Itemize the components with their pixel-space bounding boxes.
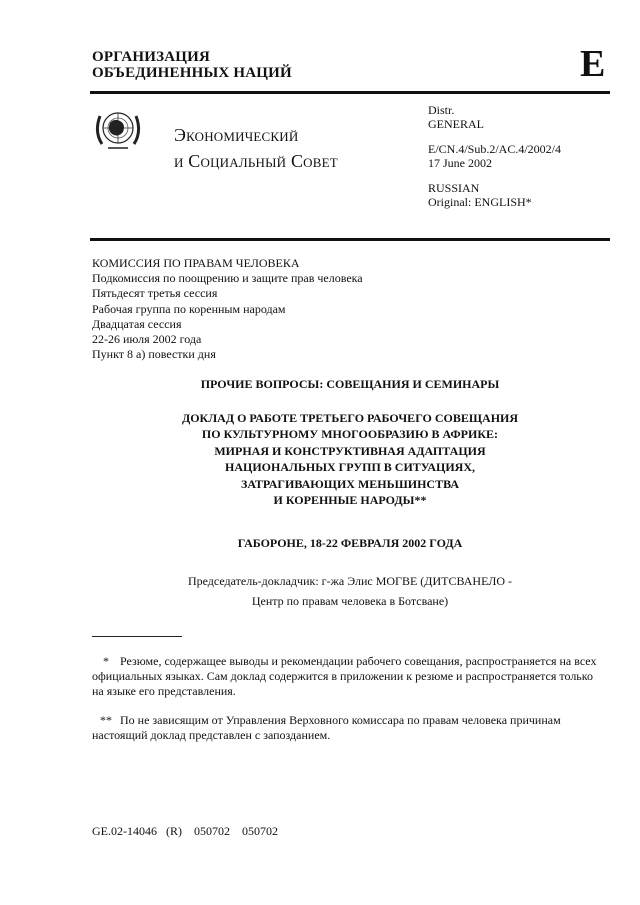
organization-name (92, 49, 292, 81)
chair-line: Центр по правам человека в Ботсване) (251, 594, 449, 608)
chair-line: Председатель-докладчик: г-жа Элис МОГВЕ (ДИТСВАНЕЛО - (187, 574, 513, 588)
footnote-separator (92, 636, 182, 637)
commission-line: Пункт 8 а) повестки дня (92, 347, 216, 362)
job-number: GE.02-14046 (R) 050702 050702 (92, 824, 278, 838)
original-language: Original: ENGLISH* (428, 194, 532, 209)
report-title-line: ПО КУЛЬТУРНОМУ МНОГООБРАЗИЮ В АФРИКЕ: (201, 427, 499, 442)
commission-block (92, 256, 363, 362)
report-title-line: И КОРЕННЫЕ НАРОДЫ** (273, 493, 427, 508)
document-date: 17 June 2002 (428, 155, 492, 170)
council-line: и Социальный Совет (174, 151, 338, 171)
distribution-label: Distr. (428, 103, 455, 117)
report-title-line: МИРНАЯ И КОНСТРУКТИВНАЯ АДАПТАЦИЯ (214, 443, 486, 458)
report-title-line: ДОКЛАД О РАБОТЕ ТРЕТЬЕГО РАБОЧЕГО СОВЕЩАНИЯ (181, 411, 519, 425)
organization-line: ОБЪЕДИНЕННЫХ НАЦИЙ (92, 65, 292, 81)
footnote (92, 713, 607, 743)
report-title-line: ЗАТРАГИВАЮЩИХ МЕНЬШИНСТВА (240, 476, 459, 491)
council-name (174, 122, 338, 174)
commission-line: КОМИССИЯ ПО ПРАВАМ ЧЕЛОВЕКА (92, 256, 300, 270)
commission-line: 22-26 июля 2002 года (92, 332, 202, 347)
document-language: RUSSIAN (428, 181, 480, 195)
commission-line: Рабочая группа по коренным народам (92, 301, 286, 316)
commission-line: Пятьдесят третья сессия (92, 286, 218, 301)
agenda-title: ПРОЧИЕ ВОПРОСЫ: СОВЕЩАНИЯ И СЕМИНАРЫ (200, 377, 500, 391)
footnote (92, 654, 607, 699)
report-title-line: НАЦИОНАЛЬНЫХ ГРУПП В СИТУАЦИЯХ, (225, 460, 475, 475)
commission-line: Двадцатая сессия (92, 316, 182, 331)
un-emblem-icon (92, 106, 144, 154)
document-metadata (428, 104, 561, 209)
footnote-mark: * (103, 654, 109, 668)
footnote-text: Резюме, содержащее выводы и рекомендации рабочего совещания, распространяется на всех официальных языках. Сам доклад содержится в приложении к резюме и распространяется только на языке его представления. (92, 654, 597, 698)
distribution-value: GENERAL (428, 116, 484, 131)
commission-line: Подкомиссия по поощрению и защите прав человека (92, 271, 363, 286)
language-letter: E (580, 43, 606, 85)
document-symbol: E/CN.4/Sub.2/AC.4/2002/4 (428, 142, 562, 156)
council-line: Экономический (174, 125, 299, 145)
footnote-mark: ** (100, 713, 112, 727)
header-divider (90, 91, 610, 94)
organization-line: ОРГАНИЗАЦИЯ (92, 49, 211, 65)
chair-rapporteur (90, 571, 610, 611)
report-title (90, 410, 610, 508)
footnote-text: По не зависящим от Управления Верховного комиссара по правам человека причинам настоящий доклад представлен с запозданием. (92, 713, 561, 742)
place-and-date: ГАБОРОНЕ, 18-22 ФЕВРАЛЯ 2002 ГОДА (237, 536, 463, 550)
metadata-divider (90, 238, 610, 241)
